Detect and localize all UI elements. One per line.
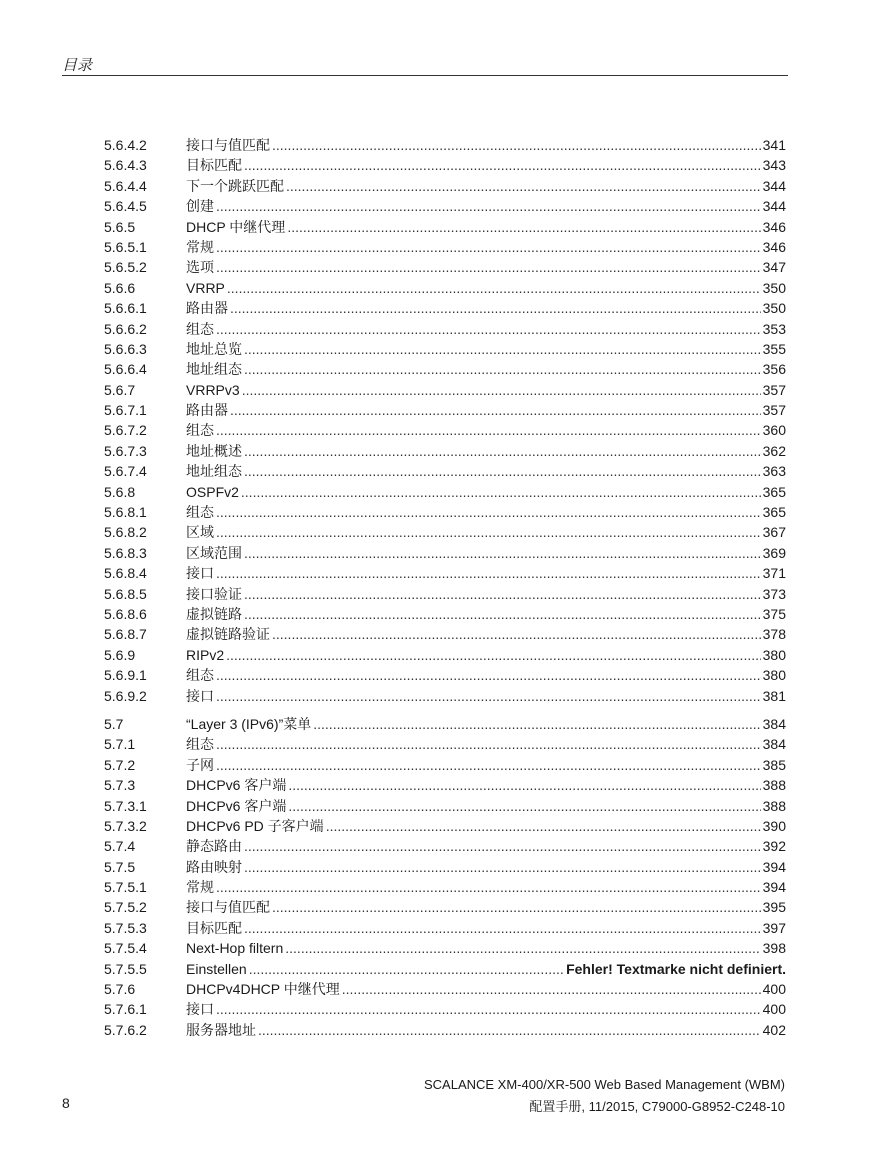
toc-entry-title: DHCPv6 PD 子客户端 xyxy=(186,817,324,834)
toc-dot-leader xyxy=(288,775,760,795)
toc-entry-title: DHCPv6 客户端 xyxy=(186,797,287,814)
toc-entry-page: 398 xyxy=(762,940,786,957)
toc-dot-leader xyxy=(287,217,760,237)
toc-dot-leader xyxy=(272,135,761,155)
toc-entry[interactable] xyxy=(104,482,786,502)
toc-entry[interactable] xyxy=(104,979,786,999)
toc-entry-page: 363 xyxy=(762,463,786,480)
toc-entry[interactable] xyxy=(104,938,786,958)
toc-dot-leader xyxy=(285,938,760,958)
toc-entry-number: 5.6.5.1 xyxy=(104,238,147,255)
toc-entry-page: 357 xyxy=(762,402,786,419)
toc-entry-title: OSPFv2 xyxy=(186,483,239,500)
toc-entry-title: “Layer 3 (IPv6)”菜单 xyxy=(186,715,312,732)
toc-entry-page: 365 xyxy=(762,504,786,521)
toc-entry-title: 组态 xyxy=(186,422,214,439)
toc-entry[interactable] xyxy=(104,959,786,979)
toc-entry-page: 365 xyxy=(762,483,786,500)
toc-entry-title: RIPv2 xyxy=(186,646,225,663)
toc-entry-number: 5.6.5 xyxy=(104,218,136,235)
toc-entry-title: 地址概述 xyxy=(186,442,242,459)
toc-entry-page: 402 xyxy=(762,1021,786,1038)
toc-entry-number: 5.6.6.4 xyxy=(104,361,147,378)
toc-entry[interactable] xyxy=(104,918,786,938)
toc-entry[interactable] xyxy=(104,237,786,257)
toc-entry-page: 346 xyxy=(762,218,786,235)
toc-dot-leader xyxy=(230,298,761,318)
toc-entry[interactable] xyxy=(104,420,786,440)
toc-entry-number: 5.6.9.2 xyxy=(104,687,147,704)
toc-entry[interactable] xyxy=(104,278,786,298)
toc-entry[interactable] xyxy=(104,461,786,481)
toc-entry-number: 5.6.6.3 xyxy=(104,340,147,357)
toc-entry-title: 下一个跳跃匹配 xyxy=(186,177,284,194)
toc-entry-title: 地址总览 xyxy=(186,340,242,357)
toc-entry-title: 组态 xyxy=(186,736,214,753)
toc-entry-number: 5.7.5 xyxy=(104,858,136,875)
toc-entry-title: 目标匹配 xyxy=(186,919,242,936)
toc-dot-leader xyxy=(216,999,761,1019)
toc-entry[interactable] xyxy=(104,624,786,644)
toc-entry-page: 344 xyxy=(762,177,786,194)
toc-entry-number: 5.6.7.4 xyxy=(104,463,147,480)
toc-entry-number: 5.7.6 xyxy=(104,981,136,998)
toc-dot-leader xyxy=(272,897,761,917)
toc-dot-leader xyxy=(230,400,761,420)
toc-entry[interactable] xyxy=(104,604,786,624)
toc-entry-page: 347 xyxy=(762,259,786,276)
toc-entry[interactable] xyxy=(104,319,786,339)
toc-entry-number: 5.6.8.6 xyxy=(104,605,147,622)
toc-entry-page: 397 xyxy=(762,919,786,936)
toc-entry[interactable] xyxy=(104,502,786,522)
toc-entry[interactable] xyxy=(104,816,786,836)
toc-entry-title: 常规 xyxy=(186,238,214,255)
toc-entry-page: 400 xyxy=(762,1001,786,1018)
toc-entry-page: 380 xyxy=(762,646,786,663)
footer-manual-info: 配置手册, 11/2015, C79000-G8952-C248-10 xyxy=(529,1099,785,1114)
toc-entry-page: 381 xyxy=(762,687,786,704)
toc-entry[interactable] xyxy=(104,686,786,706)
toc-entry-title: 接口与值匹配 xyxy=(186,899,270,916)
toc-dot-leader xyxy=(216,502,761,522)
toc-entry-number: 5.7.3 xyxy=(104,777,136,794)
toc-entry-page: 346 xyxy=(762,238,786,255)
toc-entry-title: 区域 xyxy=(186,524,214,541)
toc-dot-leader xyxy=(244,441,761,461)
toc-entry[interactable] xyxy=(104,857,786,877)
toc-entry-number: 5.7.5.1 xyxy=(104,879,147,896)
toc-entry-title: 接口验证 xyxy=(186,585,242,602)
toc-entry-number: 5.6.4.2 xyxy=(104,137,147,153)
toc-entry[interactable] xyxy=(104,877,786,897)
toc-entry[interactable] xyxy=(104,135,786,155)
table-of-contents xyxy=(104,135,786,1040)
footer-product-title: SCALANCE XM-400/XR-500 Web Based Management (WBM) xyxy=(423,1077,785,1092)
toc-entry-number: 5.6.8.7 xyxy=(104,626,147,643)
toc-entry[interactable] xyxy=(104,298,786,318)
toc-entry[interactable] xyxy=(104,796,786,816)
toc-dot-leader xyxy=(216,877,761,897)
toc-dot-leader xyxy=(244,543,761,563)
toc-entry-title: 创建 xyxy=(186,198,214,215)
toc-entry-number: 5.6.7 xyxy=(104,381,136,398)
toc-entry-page: 362 xyxy=(762,442,786,459)
toc-dot-leader xyxy=(244,155,761,175)
toc-entry-title: 组态 xyxy=(186,504,214,521)
toc-entry-number: 5.6.8.4 xyxy=(104,565,147,582)
toc-entry[interactable] xyxy=(104,999,786,1019)
toc-dot-leader xyxy=(216,665,761,685)
toc-entry[interactable] xyxy=(104,441,786,461)
toc-dot-leader xyxy=(216,196,761,216)
toc-entry[interactable] xyxy=(104,714,786,734)
toc-entry-title: Einstellen xyxy=(186,960,247,977)
toc-dot-leader xyxy=(244,584,761,604)
toc-entry-page: 394 xyxy=(762,879,786,896)
toc-dot-leader xyxy=(216,257,761,277)
toc-entry-page: 341 xyxy=(762,137,786,153)
toc-entry-title: 虚拟链路 xyxy=(186,605,242,622)
toc-entry-title: 地址组态 xyxy=(186,463,242,480)
toc-entry[interactable] xyxy=(104,665,786,685)
toc-entry[interactable] xyxy=(104,522,786,542)
toc-entry-title: 地址组态 xyxy=(186,361,242,378)
toc-entry-title: DHCP 中继代理 xyxy=(186,218,286,235)
toc-entry-title: 服务器地址 xyxy=(186,1021,256,1038)
toc-entry-number: 5.7.3.1 xyxy=(104,797,147,814)
toc-entry-title: 接口与值匹配 xyxy=(186,137,270,153)
toc-entry-number: 5.6.6 xyxy=(104,279,136,296)
toc-entry[interactable] xyxy=(104,155,786,175)
toc-dot-leader xyxy=(227,278,761,298)
toc-entry[interactable] xyxy=(104,196,786,216)
toc-dot-leader xyxy=(216,686,761,706)
toc-entry-number: 5.6.6.2 xyxy=(104,320,147,337)
toc-entry-number: 5.7.5.5 xyxy=(104,960,147,977)
toc-entry[interactable] xyxy=(104,734,786,754)
toc-dot-leader xyxy=(216,563,761,583)
toc-entry-page: 360 xyxy=(762,422,786,439)
toc-entry-page: 392 xyxy=(762,838,786,855)
toc-dot-leader xyxy=(326,816,761,836)
toc-entry-number: 5.7.6.1 xyxy=(104,1001,147,1018)
toc-entry-page: 350 xyxy=(762,300,786,317)
toc-entry[interactable] xyxy=(104,543,786,563)
toc-entry-title: 路由器 xyxy=(186,300,228,317)
toc-dot-leader xyxy=(244,857,761,877)
toc-entry-page: 384 xyxy=(762,736,786,753)
toc-dot-leader xyxy=(216,319,761,339)
toc-entry-title: 组态 xyxy=(186,320,214,337)
toc-dot-leader xyxy=(226,645,761,665)
toc-entry-title: 选项 xyxy=(186,259,214,276)
toc-entry-page: 388 xyxy=(762,797,786,814)
toc-entry-number: 5.7 xyxy=(104,715,124,732)
toc-dot-leader xyxy=(216,420,761,440)
toc-entry-page: 390 xyxy=(762,817,786,834)
toc-entry-page: 371 xyxy=(762,565,786,582)
toc-dot-leader xyxy=(288,796,760,816)
toc-entry-number: 5.7.5.2 xyxy=(104,899,147,916)
toc-entry-page: 395 xyxy=(762,899,786,916)
toc-dot-leader xyxy=(249,959,564,979)
toc-entry-title: VRRPv3 xyxy=(186,381,240,398)
toc-dot-leader xyxy=(244,604,761,624)
toc-entry-page: 355 xyxy=(762,340,786,357)
toc-dot-leader xyxy=(244,918,761,938)
toc-entry-number: 5.7.6.2 xyxy=(104,1021,147,1038)
toc-dot-leader xyxy=(342,979,761,999)
toc-entry-page: 394 xyxy=(762,858,786,875)
toc-dot-leader xyxy=(244,836,761,856)
toc-entry-title: 接口 xyxy=(186,565,214,582)
toc-dot-leader xyxy=(216,237,761,257)
toc-dot-leader xyxy=(286,176,761,196)
toc-entry[interactable] xyxy=(104,584,786,604)
toc-entry-number: 5.6.5.2 xyxy=(104,259,147,276)
toc-dot-leader xyxy=(244,359,761,379)
toc-dot-leader xyxy=(258,1020,761,1040)
toc-entry-title: 静态路由 xyxy=(186,838,242,855)
toc-entry-page: 384 xyxy=(762,715,786,732)
toc-entry-page: 343 xyxy=(762,157,786,174)
toc-entry-number: 5.6.4.4 xyxy=(104,177,147,194)
toc-dot-leader xyxy=(313,714,760,734)
toc-entry-number: 5.7.1 xyxy=(104,736,136,753)
toc-entry-number: 5.6.9.1 xyxy=(104,667,147,684)
toc-entry-title: 目标匹配 xyxy=(186,157,242,174)
toc-entry[interactable] xyxy=(104,217,786,237)
toc-entry[interactable] xyxy=(104,775,786,795)
toc-entry-number: 5.6.7.1 xyxy=(104,402,147,419)
toc-entry-title: DHCPv4DHCP 中继代理 xyxy=(186,981,340,998)
toc-dot-leader xyxy=(242,380,761,400)
toc-entry-number: 5.6.4.3 xyxy=(104,157,147,174)
toc-entry-title: 虚拟链路验证 xyxy=(186,626,270,643)
toc-entry-title: 路由器 xyxy=(186,402,228,419)
toc-entry[interactable] xyxy=(104,563,786,583)
toc-dot-leader xyxy=(216,755,761,775)
toc-entry-page: 350 xyxy=(762,279,786,296)
toc-entry-page: 369 xyxy=(762,544,786,561)
toc-entry-page: 357 xyxy=(762,381,786,398)
toc-entry-number: 5.6.7.2 xyxy=(104,422,147,439)
page-number: 8 xyxy=(62,1095,70,1111)
toc-entry-page: 385 xyxy=(762,756,786,773)
toc-entry-title: 子网 xyxy=(186,756,214,773)
toc-entry-number: 5.6.8.2 xyxy=(104,524,147,541)
toc-entry-title: DHCPv6 客户端 xyxy=(186,777,287,794)
toc-entry-title: Next-Hop filtern xyxy=(186,940,284,957)
toc-entry[interactable] xyxy=(104,380,786,400)
toc-entry-number: 5.6.8.1 xyxy=(104,504,147,521)
toc-entry[interactable] xyxy=(104,1020,786,1040)
toc-entry-number: 5.6.4.5 xyxy=(104,198,147,215)
toc-entry-title: 接口 xyxy=(186,687,214,704)
toc-dot-leader xyxy=(216,522,761,542)
toc-dot-leader xyxy=(241,482,761,502)
toc-entry[interactable] xyxy=(104,645,786,665)
toc-entry-number: 5.6.8 xyxy=(104,483,136,500)
toc-entry-number: 5.7.2 xyxy=(104,756,136,773)
toc-entry[interactable] xyxy=(104,400,786,420)
toc-entry-number: 5.6.6.1 xyxy=(104,300,147,317)
toc-entry-title: 区域范围 xyxy=(186,544,242,561)
toc-entry-title: 组态 xyxy=(186,667,214,684)
toc-entry-title: 路由映射 xyxy=(186,858,242,875)
toc-entry[interactable] xyxy=(104,755,786,775)
toc-entry-number: 5.7.5.4 xyxy=(104,940,147,957)
toc-entry-page: 388 xyxy=(762,777,786,794)
toc-dot-leader xyxy=(272,624,761,644)
toc-entry-page: 378 xyxy=(762,626,786,643)
toc-dot-leader xyxy=(244,339,761,359)
toc-entry-title: 常规 xyxy=(186,879,214,896)
toc-entry-number: 5.6.9 xyxy=(104,646,136,663)
toc-entry-page: 375 xyxy=(762,605,786,622)
toc-entry[interactable] xyxy=(104,257,786,277)
toc-entry-page: 344 xyxy=(762,198,786,215)
toc-entry-number: 5.7.3.2 xyxy=(104,817,147,834)
header-rule xyxy=(62,75,788,76)
toc-entry-page: 353 xyxy=(762,320,786,337)
toc-entry-page: 367 xyxy=(762,524,786,541)
toc-entry-page: 400 xyxy=(762,981,786,998)
toc-entry[interactable] xyxy=(104,897,786,917)
toc-entry-number: 5.7.4 xyxy=(104,838,136,855)
toc-entry-title: VRRP xyxy=(186,279,225,296)
toc-entry-number: 5.7.5.3 xyxy=(104,919,147,936)
toc-entry[interactable] xyxy=(104,836,786,856)
toc-entry-page: 356 xyxy=(762,361,786,378)
toc-entry-number: 5.6.8.3 xyxy=(104,544,147,561)
toc-dot-leader xyxy=(216,734,761,754)
toc-entry-page: 373 xyxy=(762,585,786,602)
toc-entry[interactable] xyxy=(104,339,786,359)
toc-entry-page: 380 xyxy=(762,667,786,684)
header-title: 目录 xyxy=(62,56,93,74)
toc-entry-number: 5.6.7.3 xyxy=(104,442,147,459)
toc-entry-title: 接口 xyxy=(186,1001,214,1018)
toc-entry[interactable] xyxy=(104,359,786,379)
toc-dot-leader xyxy=(244,461,761,481)
toc-entry-page: Fehler! Textmarke nicht definiert. xyxy=(566,960,786,977)
toc-entry-number: 5.6.8.5 xyxy=(104,585,147,602)
toc-entry[interactable] xyxy=(104,176,786,196)
